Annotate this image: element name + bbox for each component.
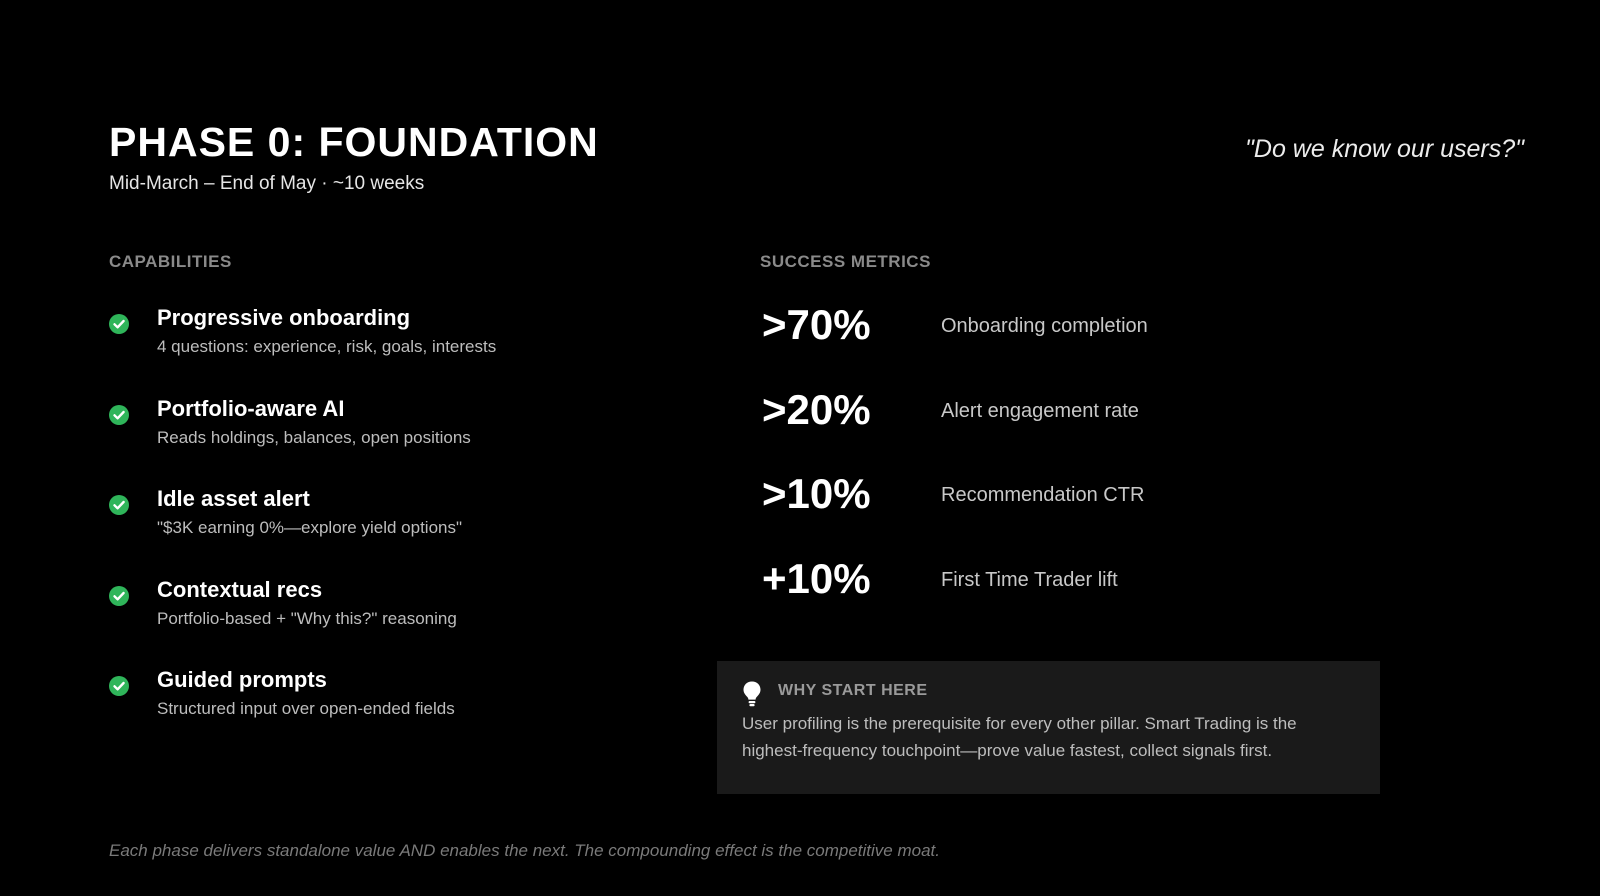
metric-row	[760, 469, 1360, 554]
metric-desc: Recommendation CTR	[941, 484, 1145, 506]
capability-title: Contextual recs	[157, 576, 323, 602]
capability-item	[109, 666, 709, 757]
check-circle-icon	[109, 405, 129, 425]
capability-title: Guided prompts	[157, 667, 327, 692]
check-circle-icon	[109, 495, 129, 515]
capability-desc: Portfolio-based + "Why this?" reasoning	[157, 608, 457, 628]
capability-item	[109, 395, 709, 486]
metric-desc: Alert engagement rate	[941, 399, 1139, 422]
footer-note: Each phase delivers standalone value AND enables the next. The compounding effect is the competitive moat.	[109, 841, 940, 860]
success-metrics-label: SUCCESS METRICS	[760, 252, 931, 271]
capability-item	[109, 576, 709, 667]
capability-desc: Structured input over open-ended fields	[157, 699, 455, 718]
check-circle-icon	[109, 586, 129, 606]
page-title: PHASE 0: FOUNDATION	[109, 119, 599, 165]
check-circle-icon	[109, 676, 129, 696]
check-circle-icon	[109, 314, 129, 334]
metric-value: >70%	[762, 301, 871, 348]
capability-desc: "$3K earning 0%—explore yield options"	[157, 518, 463, 537]
metric-value: >20%	[762, 385, 871, 433]
capability-title: Portfolio-aware AI	[157, 395, 345, 421]
metric-row	[760, 385, 1360, 470]
capability-item	[109, 485, 709, 576]
capabilities-list	[109, 304, 709, 757]
capability-item	[109, 304, 709, 395]
success-metrics-list	[760, 300, 1360, 638]
why-text: User profiling is the prerequisite for every other pillar. Smart Trading is the highest-frequency touchpoint—prove value fastest, collect signals first.	[742, 714, 1297, 760]
capability-desc: Reads holdings, balances, open positions	[157, 427, 471, 447]
capability-desc: 4 questions: experience, risk, goals, interests	[157, 337, 497, 356]
metric-value: +10%	[762, 554, 871, 602]
lightbulb-icon	[742, 680, 762, 708]
why-start-here-panel	[717, 661, 1380, 794]
header-quote: "Do we know our users?"	[1245, 135, 1524, 163]
metric-row	[760, 300, 1360, 385]
why-title: WHY START HERE	[778, 682, 928, 699]
capability-title: Idle asset alert	[157, 486, 310, 511]
metric-row	[760, 554, 1360, 639]
metric-desc: First Time Trader lift	[941, 568, 1118, 591]
capability-title: Progressive onboarding	[157, 305, 411, 330]
metric-desc: Onboarding completion	[941, 315, 1148, 337]
page-subtitle: Mid-March – End of May · ~10 weeks	[109, 173, 425, 194]
metric-value: >10%	[762, 470, 871, 517]
capabilities-label: CAPABILITIES	[109, 252, 232, 271]
